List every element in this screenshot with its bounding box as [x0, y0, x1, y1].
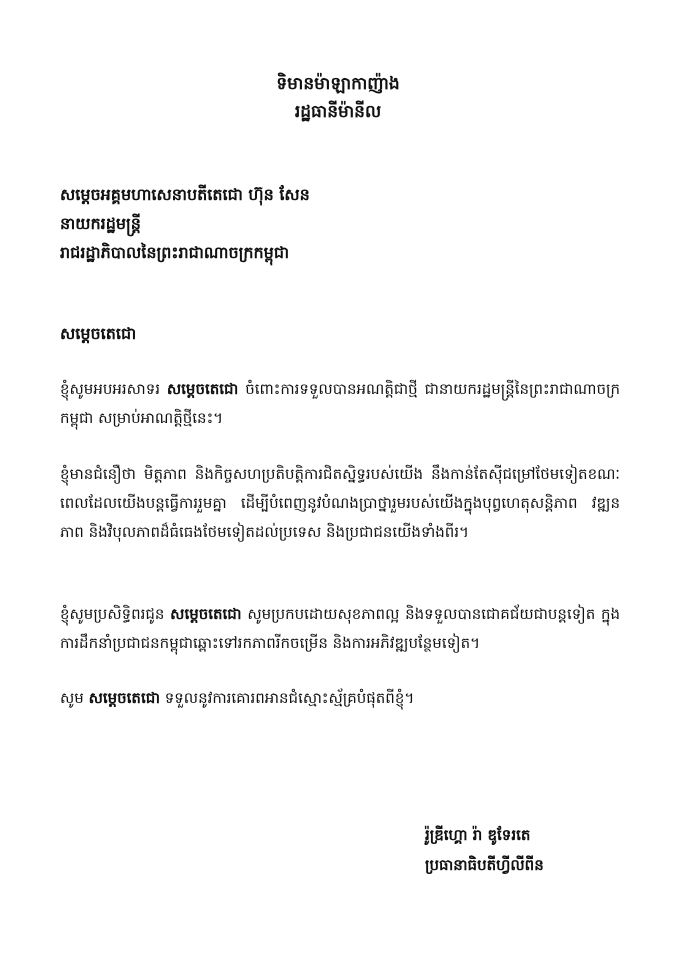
- signer-title: ប្រធានាធិបតីហ្វីលីពីន: [425, 856, 544, 874]
- paragraph-wishes: [60, 600, 620, 658]
- signer-name: រ៉ូឌ្រីហ្គោ រ៉ា ឌូទែរតេ: [425, 826, 531, 844]
- paragraph-congratulations: [60, 375, 620, 433]
- recipient-government: រាជរដ្ឋាភិបាលនៃព្រះរាជាណាចក្រកម្ពុជា: [60, 243, 290, 262]
- p4-bold-name: សម្តេចតេជោ: [88, 689, 160, 707]
- signature-block: [425, 820, 645, 880]
- p4-text-c: ទទួលនូវការគោរពអានជំស្មោះស្ម័គ្រ​បំផុតពីខ្ញុំ។: [160, 689, 415, 707]
- p4-text-a: សូម: [60, 689, 89, 707]
- p3-bold-name: សម្តេចតេជោ: [170, 605, 242, 623]
- letter-header: [0, 70, 676, 126]
- p1-bold-name: សម្តេចតេជោ: [166, 380, 239, 398]
- p3-text-a: ខ្ញុំសូមប្រសិទ្ធិពរជូន: [60, 605, 171, 623]
- recipient-block: [60, 180, 620, 267]
- recipient-name: សម្តេចអគ្គមហាសេនាបតីតេជោ ហ៊ុន សែន: [60, 185, 310, 204]
- p3-text-c: សូមប្រកបដោយសុខភាពល្អ និងទទួលបានជោគជ័យជាបន្តទៀត ក្នុងការដឹកនាំប្រជាជនកម្ពុជាឆ្ពោះទៅរកភាពរីកចម្រើន និងការអភិវឌ្ឍបន្ថែមទៀត។: [60, 605, 620, 652]
- p2-text: ខ្ញុំមានជំនឿថា មិត្តភាព និងកិច្ចសហប្រតិបត្តិការជិតស្និទ្ធរបស់យើង នឹងកាន់តែស៊ីជម្រៅថែមទៀតខណៈពេលដែលយើងបន្តធ្វើការរួមគ្នា ដើម្បីបំពេញនូវបំណងប្រាថ្នារួមរបស់យើងក្នុងបុព្វហេតុសន្តិភាព វឌ្ឍនភាព និងវិបុលភាពដ៏ធំធេងថែមទៀតដល់ប្រទេស និងប្រជាជនយើងទាំងពីរ។: [60, 465, 620, 541]
- paragraph-friendship: [60, 460, 620, 547]
- p1-text-a: ខ្ញុំសូមអបអរសាទរ: [60, 380, 167, 398]
- recipient-title: នាយករដ្ឋមន្ត្រី: [60, 214, 141, 233]
- paragraph-closing: [60, 684, 620, 713]
- header-palace: ទិមានម៉ាឡាកាញ៉ាង: [276, 74, 400, 94]
- p1-text-c: ចំពោះការទទួលបានអណត្តិជាថ្មី ជានាយករដ្ឋមន្ត្រីនៃព្រះរាជាណាចក្រកម្ពុជា សម្រាប់អាណត្តិថ្មីនេះ។: [60, 380, 620, 427]
- salutation: សម្តេចតេជោ: [60, 324, 137, 343]
- header-city: រដ្ឋធានីម៉ានីល: [294, 102, 382, 122]
